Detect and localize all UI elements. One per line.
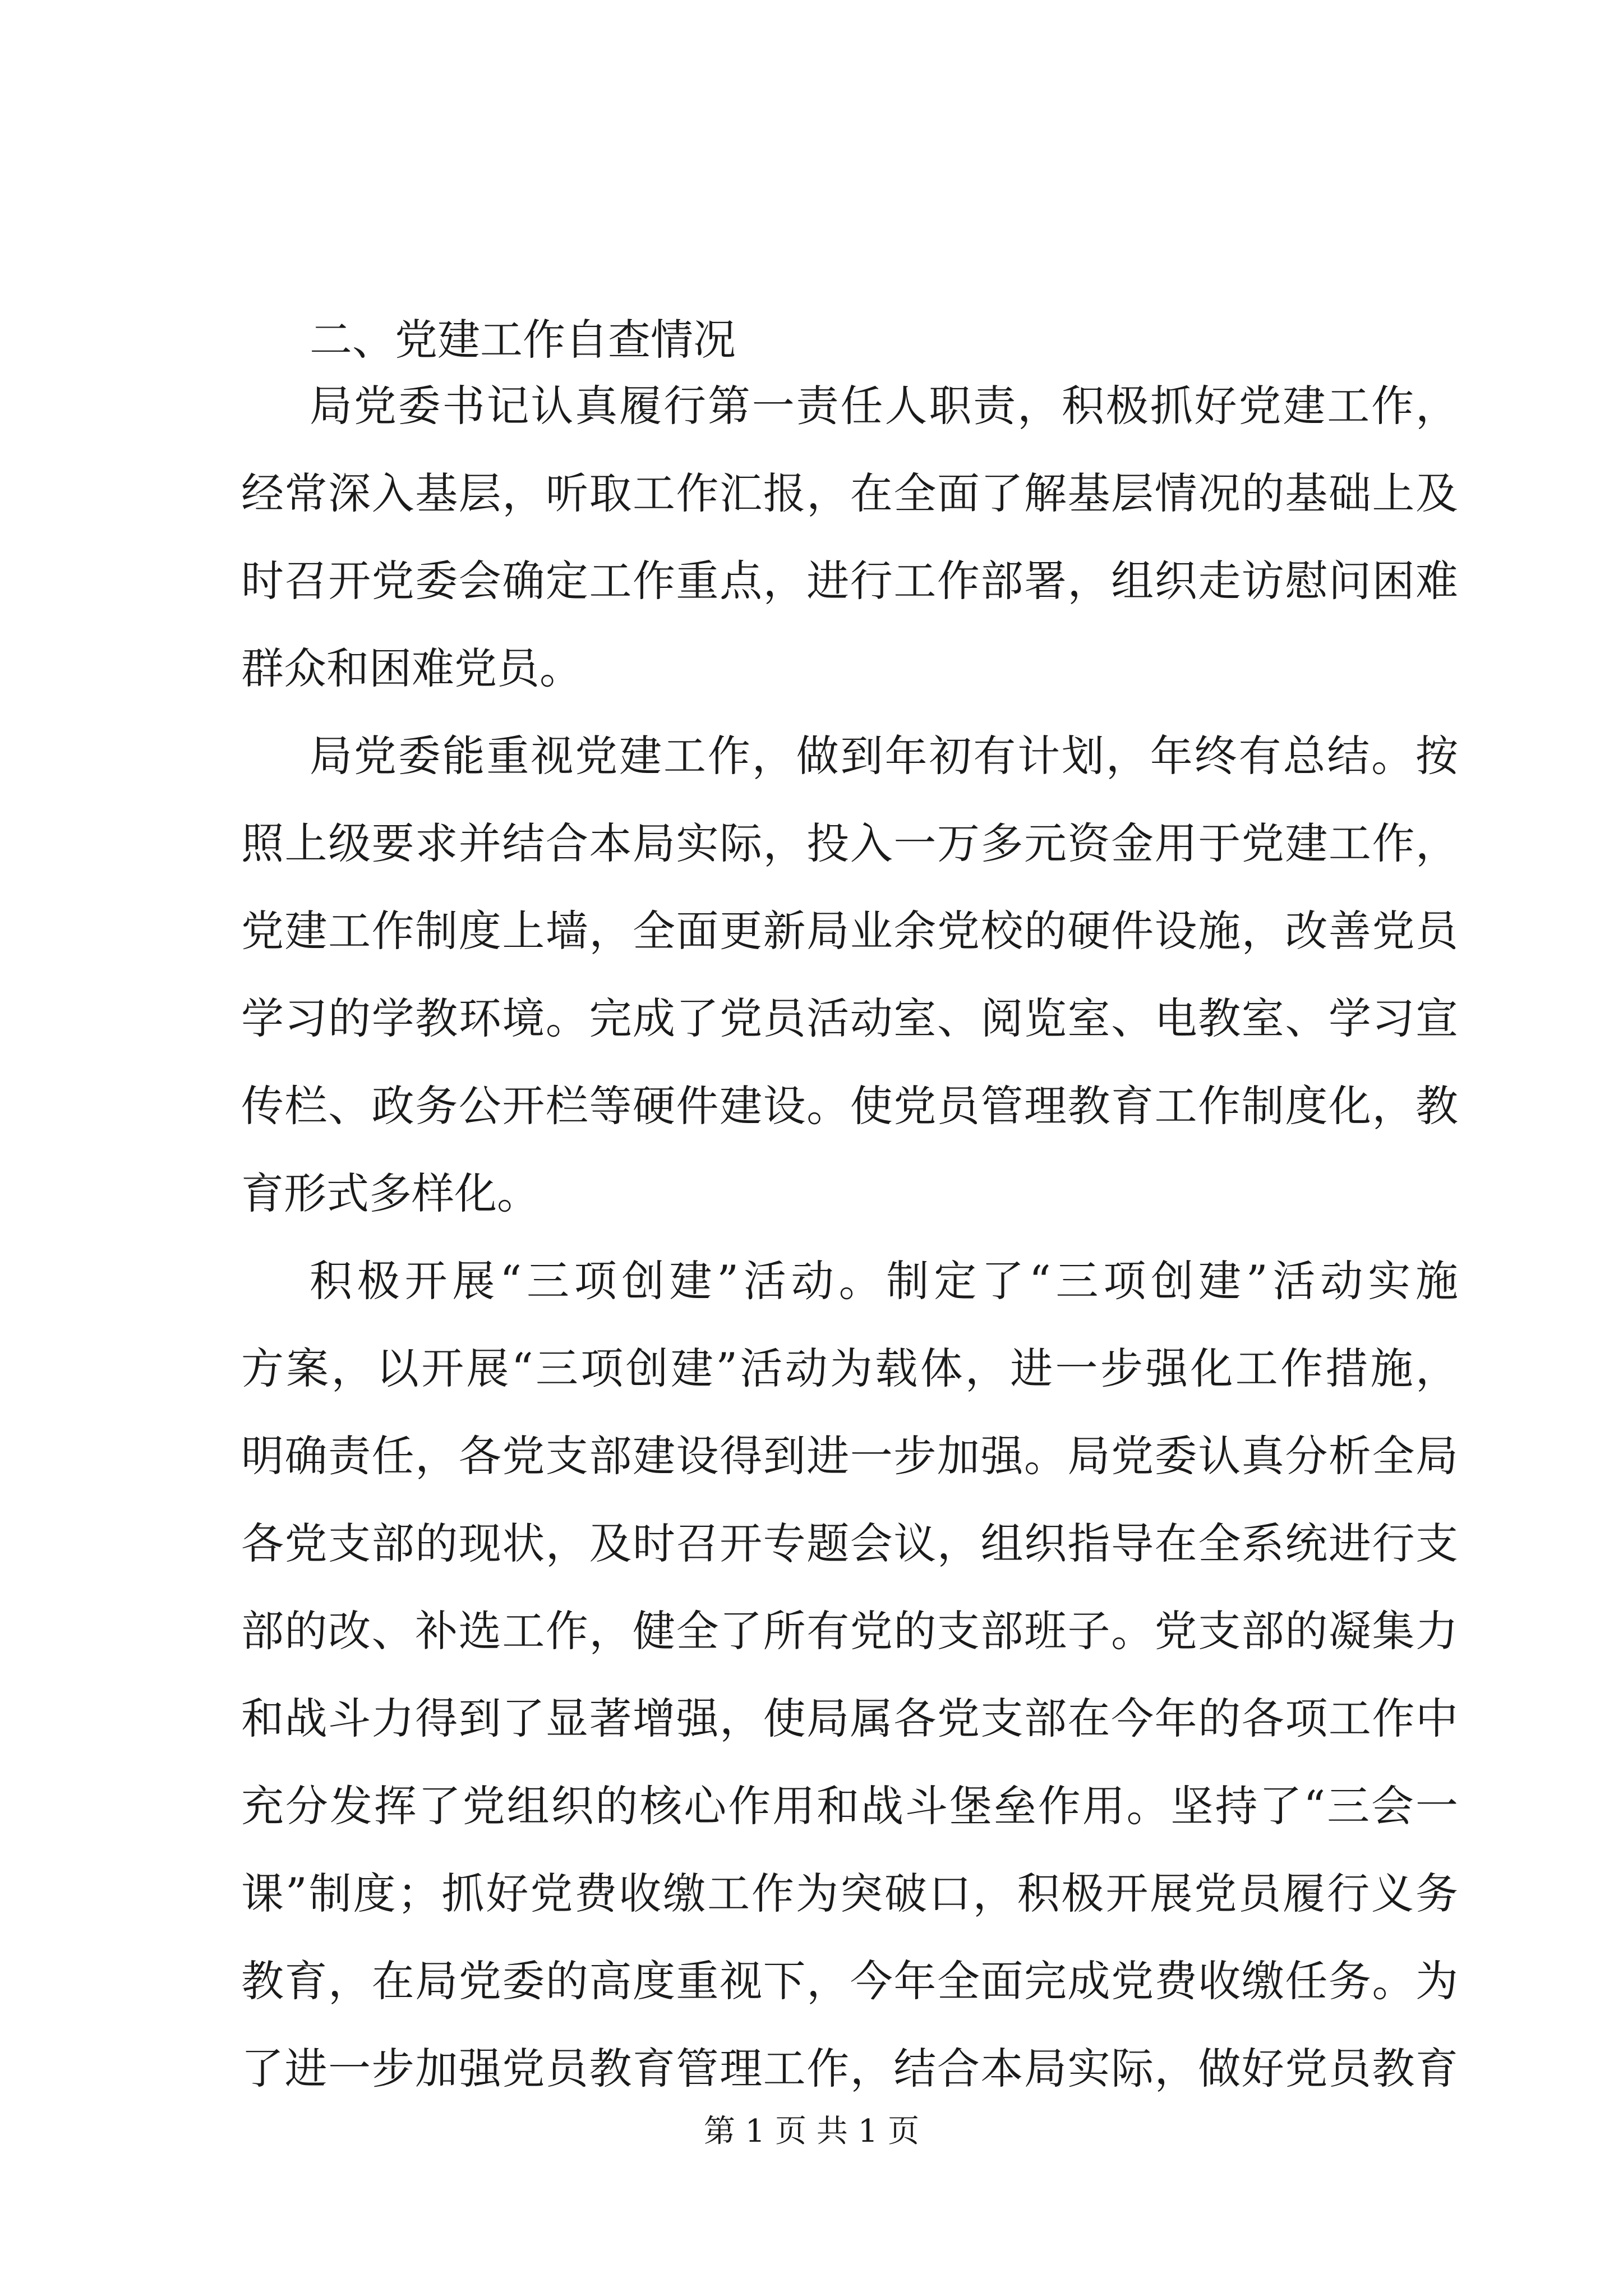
paragraph-3-line-6: 和战斗力得到了显著增强，使局属各党支部在今年的各项工作中	[241, 1694, 1458, 1743]
paragraph-2-line-4: 学习的学教环境。完成了党员活动室、阅览室、电教室、学习宣	[241, 993, 1458, 1043]
paragraph-2-line-2: 照上级要求并结合本局实际，投入一万多元资金用于党建工作，	[241, 818, 1458, 868]
paragraph-2-line-6: 育形式多样化。	[241, 1168, 540, 1218]
paragraph-2-line-1: 局党委能重视党建工作，做到年初有计划，年终有总结。按	[310, 731, 1458, 781]
paragraph-3-line-4: 各党支部的现状，及时召开专题会议，组织指导在全系统进行支	[241, 1519, 1458, 1568]
paragraph-3-line-9: 教育，在局党委的高度重视下，今年全面完成党费收缴任务。为	[241, 1956, 1458, 2006]
paragraph-3-line-8: 课”制度；抓好党费收缴工作为突破口，积极开展党员履行义务	[241, 1869, 1458, 1918]
paragraph-1-line-2: 经常深入基层，听取工作汇报，在全面了解基层情况的基础上及	[241, 468, 1458, 518]
paragraph-1-line-1: 局党委书记认真履行第一责任人职责，积极抓好党建工作，	[310, 381, 1458, 431]
paragraph-3-line-10: 了进一步加强党员教育管理工作，结合本局实际，做好党员教育	[241, 2044, 1458, 2093]
paragraph-3-line-2: 方案，以开展“三项创建”活动为载体，进一步强化工作措施，	[241, 1343, 1458, 1393]
section-heading: 二、党建工作自查情况	[310, 315, 736, 365]
paragraph-1-line-3: 时召开党委会确定工作重点，进行工作部署，组织走访慰问困难	[241, 556, 1458, 606]
paragraph-2-line-5: 传栏、政务公开栏等硬件建设。使党员管理教育工作制度化，教	[241, 1081, 1458, 1131]
paragraph-3-line-5: 部的改、补选工作，健全了所有党的支部班子。党支部的凝集力	[241, 1606, 1458, 1656]
paragraph-3-line-1: 积极开展“三项创建”活动。制定了“三项创建”活动实施	[310, 1256, 1458, 1306]
paragraph-3-line-3: 明确责任，各党支部建设得到进一步加强。局党委认真分析全局	[241, 1431, 1458, 1481]
paragraph-3-line-7: 充分发挥了党组织的核心作用和战斗堡垒作用。坚持了“三会一	[241, 1781, 1458, 1831]
paragraph-1-line-4: 群众和困难党员。	[241, 643, 582, 693]
page-footer: 第 1 页 共 1 页	[703, 2113, 920, 2150]
paragraph-2-line-3: 党建工作制度上墙，全面更新局业余党校的硬件设施，改善党员	[241, 906, 1458, 956]
